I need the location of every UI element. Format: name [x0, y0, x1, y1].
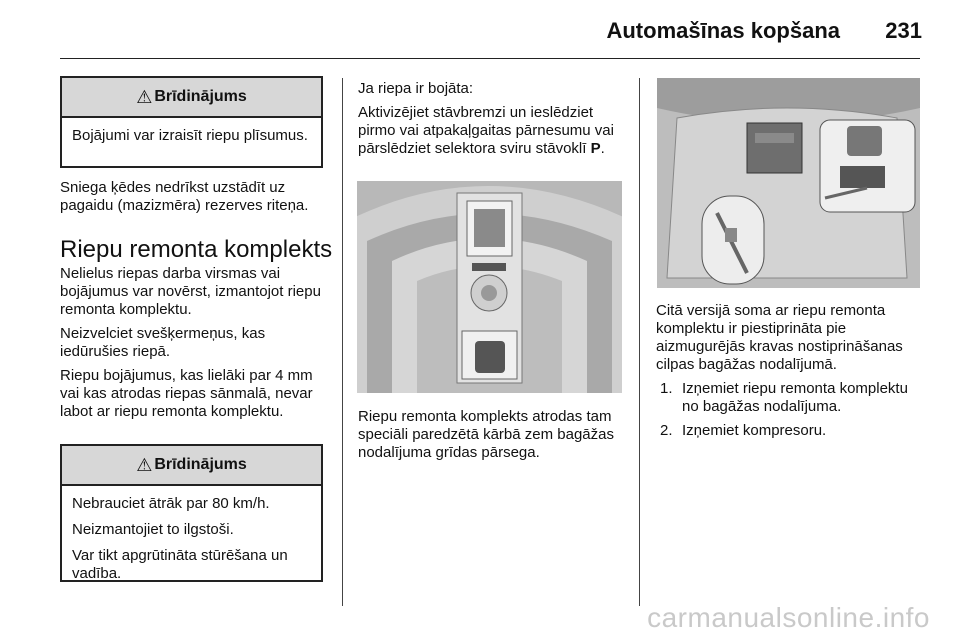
image-caption: Riepu remonta komplekts atrodas tam speciāli paredzētā kārbā zem bagāžas nodalījuma grīdas pārsega.	[358, 408, 614, 461]
warning-title: Brīdinājums	[154, 456, 247, 473]
kit-location-text: Citā versijā soma ar riepu remonta komplektu ir piestiprināta pie aizmugurējās kravas nostiprināšanas cilpas bagāžas nodalījumā.	[656, 302, 903, 373]
steps-list	[656, 380, 926, 440]
paragraph-1: Nelielus riepas darba virsmas vai bojājumus var novērst, izmantojot riepu remonta komplektu.	[60, 265, 321, 318]
trunk-kit-image	[657, 78, 920, 288]
warning-line-3: Var tikt apgrūtināta stūrēšana un vadība.	[72, 547, 288, 582]
warning-triangle-icon: ⚠	[136, 454, 153, 475]
instruction-text: Aktivizējiet stāvbremzi un ieslēdziet pirmo vai atpakaļgaitas pārnesumu vai pārslēdziet selektora sviru stāvoklī P.	[358, 104, 614, 157]
warning-line-2: Neizmantojiet to ilgstoši.	[72, 521, 234, 538]
step-1: 1. Izņemiet riepu remonta komplektu no bagāžas nodalījuma.	[660, 380, 908, 415]
warning-box-1	[60, 76, 323, 168]
header-rule	[60, 58, 920, 59]
step-2: 2. Izņemiet kompresoru.	[660, 422, 827, 439]
warning-text: Bojājumi var izraisīt riepu plīsumus.	[72, 127, 308, 144]
page-number: 231	[885, 18, 922, 43]
column-2-text	[358, 80, 628, 164]
trunk-repair-kit-illustration	[657, 78, 920, 288]
column-divider-2	[639, 78, 640, 606]
warning-line-1: Nebrauciet ātrāk par 80 km/h.	[72, 495, 270, 512]
paragraph-3: Riepu bojājumus, kas lielāki par 4 mm vai kas atrodas riepas sānmalā, nevar labot ar riepu remonta komplektu.	[60, 367, 313, 420]
page-header-title: Automašīnas kopšana	[606, 18, 840, 43]
spare-wheel-well-image	[357, 181, 622, 393]
warning-header	[62, 446, 321, 486]
column-divider-1	[342, 78, 343, 606]
warning-title: Brīdinājums	[154, 88, 247, 105]
intro-text: Ja riepa ir bojāta:	[358, 80, 474, 97]
snow-chains-note: Sniega ķēdes nedrīkst uzstādīt uz pagaidu (mazizmēra) rezerves riteņa.	[60, 179, 309, 214]
tire-repair-kit-well-illustration	[357, 181, 622, 393]
warning-header	[62, 78, 321, 118]
paragraph-2: Neizvelciet svešķermeņus, kas iedūrušies riepā.	[60, 325, 266, 360]
warning-triangle-icon: ⚠	[136, 86, 153, 107]
column-3-text	[656, 302, 926, 446]
section-title: Riepu remonta komplekts	[60, 236, 333, 263]
section-body	[60, 265, 335, 427]
selector-position: P	[590, 140, 601, 157]
watermark: carmanualsonline.info	[647, 602, 930, 633]
warning-box-2	[60, 444, 323, 582]
